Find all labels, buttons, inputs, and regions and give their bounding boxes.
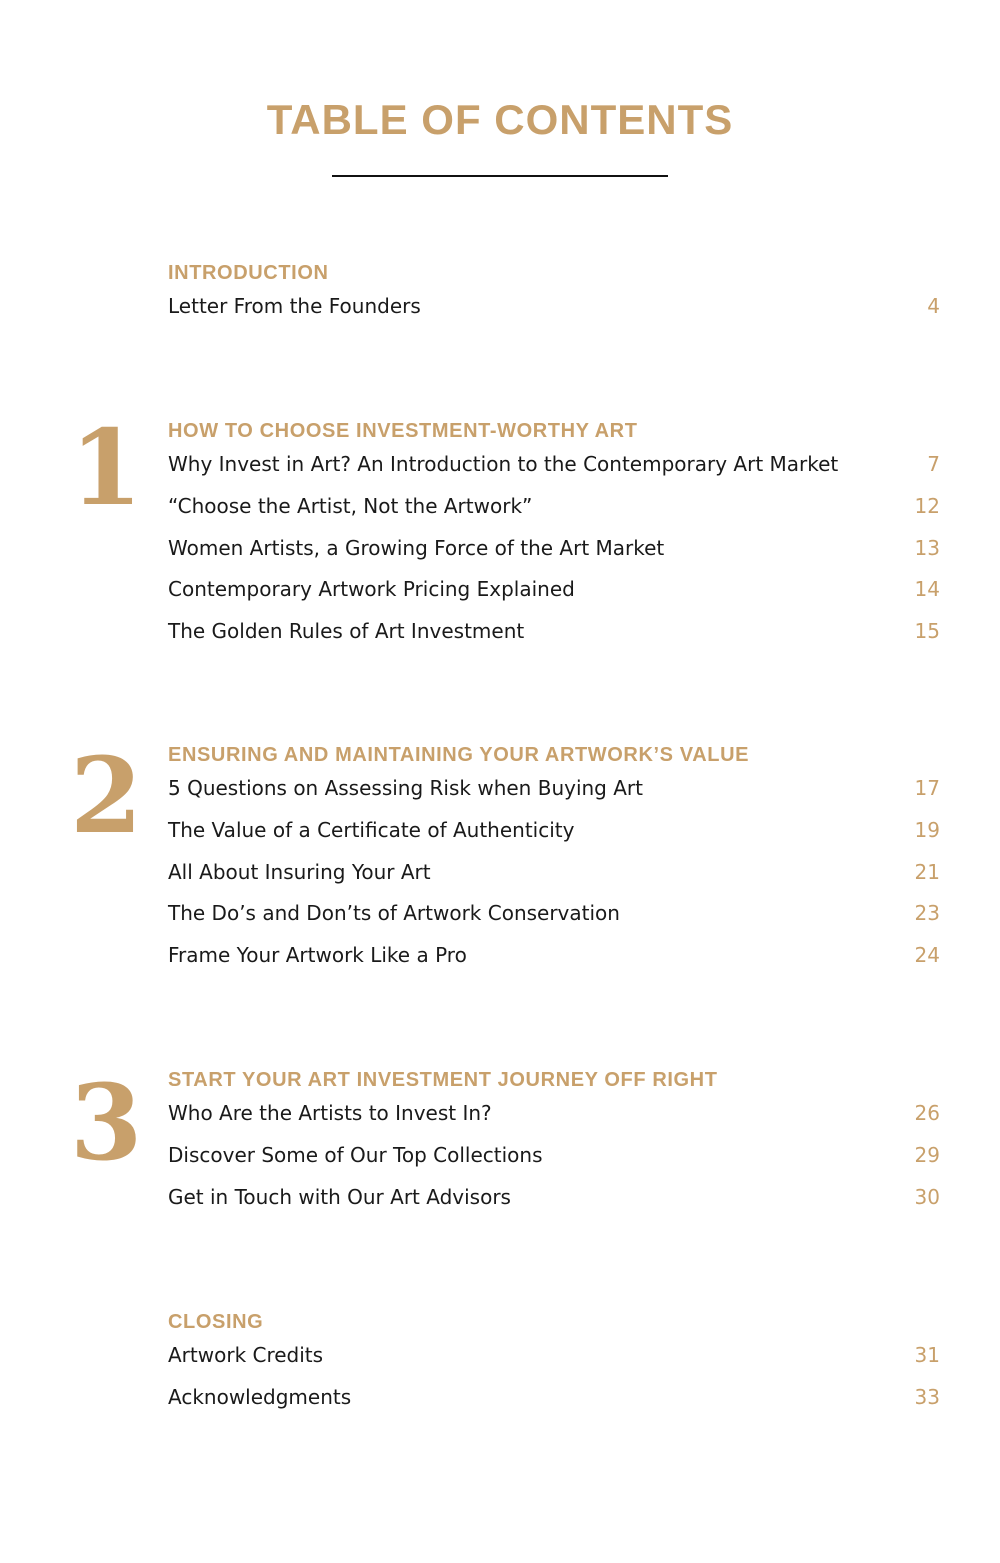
entry-page-number: 7 xyxy=(927,452,940,476)
toc-entry[interactable] xyxy=(168,860,940,902)
toc-entry[interactable] xyxy=(168,536,940,578)
entry-page-number: 12 xyxy=(914,493,940,518)
toc-entry[interactable] xyxy=(168,943,940,985)
toc-entry[interactable] xyxy=(168,577,940,619)
entry-title: Discover Some of Our Top Collections xyxy=(168,1142,543,1167)
section-heading: START YOUR ART INVESTMENT JOURNEY OFF RIGHT xyxy=(168,1069,718,1091)
entry-title: All About Insuring Your Art xyxy=(168,859,431,884)
entry-page-number: 15 xyxy=(914,619,940,643)
entry-list xyxy=(168,776,940,985)
entry-page-number: 29 xyxy=(914,1142,940,1167)
toc-entry[interactable] xyxy=(168,619,940,661)
entry-list xyxy=(168,294,940,336)
entry-list xyxy=(168,452,940,661)
entry-page-number: 21 xyxy=(914,859,940,884)
entry-page-number: 31 xyxy=(914,1343,940,1367)
entry-title: Contemporary Artwork Pricing Explained xyxy=(168,577,575,602)
entry-page-number: 14 xyxy=(914,577,940,602)
entry-title: Artwork Credits xyxy=(168,1343,324,1367)
entry-title: Why Invest in Art? An Introduction to the Contemporary Art Market xyxy=(168,452,839,476)
entry-title: The Value of a Certificate of Authenticity xyxy=(168,817,575,842)
section-number: 1 xyxy=(70,406,143,529)
entry-list xyxy=(168,1101,940,1226)
section-heading: ENSURING AND MAINTAINING YOUR ARTWORK’S VALUE xyxy=(168,744,750,766)
toc-entry[interactable] xyxy=(168,818,940,860)
entry-list xyxy=(168,1343,940,1427)
entry-title: The Do’s and Don’ts of Artwork Conservation xyxy=(168,901,620,926)
entry-title: Letter From the Founders xyxy=(168,294,421,318)
entry-title: Acknowledgments xyxy=(168,1384,352,1409)
entry-title: The Golden Rules of Art Investment xyxy=(168,619,525,643)
entry-title: Get in Touch with Our Art Advisors xyxy=(168,1184,511,1209)
toc-entry[interactable] xyxy=(168,294,940,336)
toc-entry[interactable] xyxy=(168,1185,940,1227)
section-heading: CLOSING xyxy=(168,1311,264,1333)
toc-entry[interactable] xyxy=(168,1101,940,1143)
page-title: TABLE OF CONTENTS xyxy=(266,96,734,143)
entry-title: 5 Questions on Assessing Risk when Buying Art xyxy=(168,776,643,800)
entry-page-number: 24 xyxy=(914,943,940,967)
entry-page-number: 4 xyxy=(927,294,940,318)
section-heading: INTRODUCTION xyxy=(168,262,329,284)
entry-page-number: 23 xyxy=(914,901,940,926)
entry-title: “Choose the Artist, Not the Artwork” xyxy=(168,493,533,518)
entry-page-number: 13 xyxy=(914,535,940,560)
toc-entry[interactable] xyxy=(168,1143,940,1185)
entry-page-number: 17 xyxy=(914,776,940,800)
toc-entry[interactable] xyxy=(168,901,940,943)
toc-entry[interactable] xyxy=(168,776,940,818)
entry-page-number: 30 xyxy=(914,1184,940,1209)
title-divider xyxy=(332,175,668,177)
entry-title: Frame Your Artwork Like a Pro xyxy=(168,943,467,967)
toc-entry[interactable] xyxy=(168,452,940,494)
section-number: 3 xyxy=(70,1061,143,1184)
toc-entry[interactable] xyxy=(168,1385,940,1427)
entry-title: Who Are the Artists to Invest In? xyxy=(168,1101,492,1125)
toc-entry[interactable] xyxy=(168,494,940,536)
entry-page-number: 19 xyxy=(914,817,940,842)
section-number: 2 xyxy=(70,734,143,857)
toc-entry[interactable] xyxy=(168,1343,940,1385)
entry-title: Women Artists, a Growing Force of the Art Market xyxy=(168,535,665,560)
entry-page-number: 33 xyxy=(914,1384,940,1409)
entry-page-number: 26 xyxy=(914,1101,940,1125)
section-heading: HOW TO CHOOSE INVESTMENT-WORTHY ART xyxy=(168,420,638,442)
